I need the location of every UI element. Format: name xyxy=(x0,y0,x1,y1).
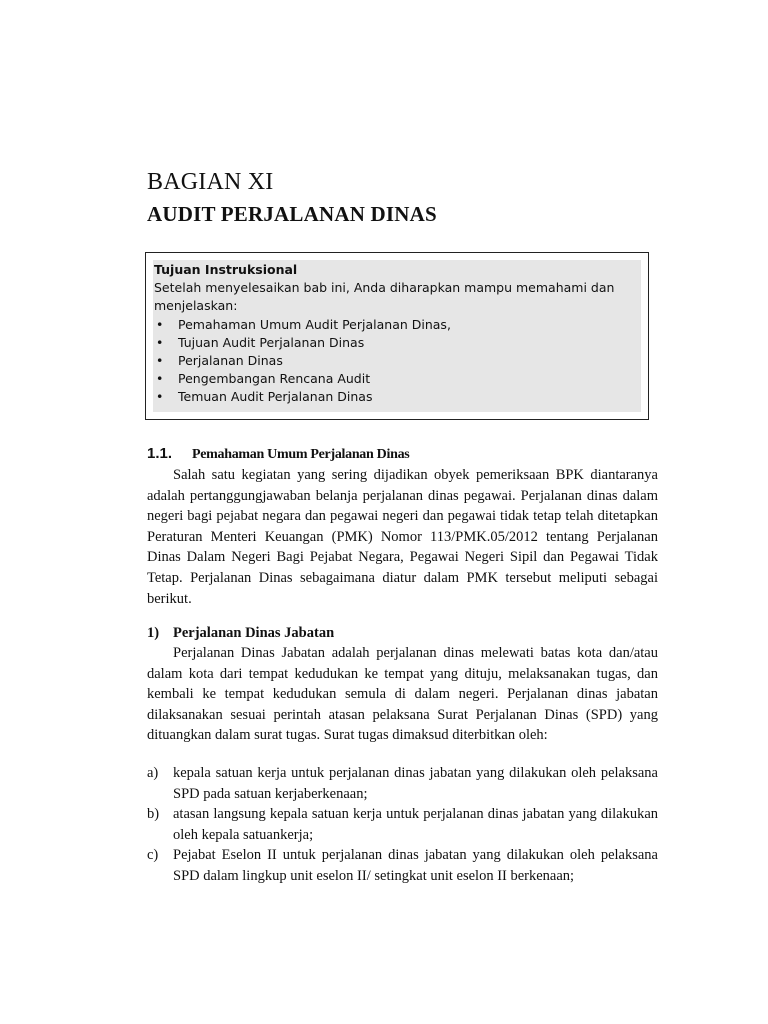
objective-item xyxy=(154,388,641,406)
subsection-title: Perjalanan Dinas Jabatan xyxy=(173,625,335,641)
bullet-icon: • xyxy=(156,371,164,387)
instructional-objectives-box xyxy=(145,252,649,420)
objective-text: Pemahaman Umum Audit Perjalanan Dinas, xyxy=(178,316,451,332)
section-number: 1.1. xyxy=(147,445,173,462)
issuer-list xyxy=(147,763,658,887)
bullet-icon: • xyxy=(156,389,164,405)
section-title: Pemahaman Umum Perjalanan Dinas xyxy=(192,447,410,462)
objectives-list xyxy=(154,316,641,407)
objective-text: Tujuan Audit Perjalanan Dinas xyxy=(178,334,365,350)
objective-text: Pengembangan Rencana Audit xyxy=(178,371,371,387)
part-title: BAGIAN XI xyxy=(147,169,274,195)
list-marker: c) xyxy=(147,847,159,864)
objectives-panel xyxy=(153,260,641,412)
list-item xyxy=(147,763,658,804)
bullet-icon: • xyxy=(156,316,164,332)
objective-item xyxy=(154,316,641,334)
subsection-body xyxy=(147,643,658,746)
subsection-paragraph: Perjalanan Dinas Jabatan adalah perjalanan dinas melewati batas kota dan/atau dalam kota dari tempat kedudukan ke tempat yang dituju, melaksanakan tugas, dan kembali ke tempat kedudukan semula di dalam negeri. Perjalanan dinas jabatan dilaksanakan sesuai perintah atasan pelaksana Surat Perjalanan Dinas (SPD) yang dituangkan dalam surat tugas. Surat tugas dimaksud diterbitkan oleh: xyxy=(147,645,658,744)
list-item xyxy=(147,804,658,845)
objective-item xyxy=(154,370,641,388)
section-paragraph: Salah satu kegiatan yang sering dijadikan obyek pemeriksaan BPK diantaranya adalah pertanggungjawaban belanja perjalanan dinas pegawai. Perjalanan dinas dalam negeri bagi pejabat negara dan pegawai negeri dan pegawai tidak tetap telah ditetapkan Peraturan Menteri Keuangan (PMK) Nomor 113/PMK.05/2012 tentang Perjalanan Dinas Dalam Negeri Bagi Pejabat Negara, Pegawai Negeri Sipil dan Pegawai Tidak Tetap. Perjalanan Dinas sebagaimana diatur dalam PMK tersebut meliputi sebagai berikut. xyxy=(147,467,658,607)
subsection-number: 1) xyxy=(147,625,160,641)
bullet-icon: • xyxy=(156,353,164,369)
list-item-text: atasan langsung kepala satuan kerja untuk perjalanan dinas jabatan yang dilakukan oleh kepala satuankerja; xyxy=(173,806,658,843)
objectives-label: Tujuan Instruksional xyxy=(154,262,298,277)
objective-text: Temuan Audit Perjalanan Dinas xyxy=(178,389,373,405)
objective-item xyxy=(154,352,641,370)
subsection-heading xyxy=(147,623,334,643)
section-body xyxy=(147,465,658,609)
section-heading xyxy=(147,444,409,465)
list-item-text: Pejabat Eselon II untuk perjalanan dinas jabatan yang dilakukan oleh pelaksana SPD dalam lingkup unit eselon II/ setingkat unit eselon II berkenaan; xyxy=(173,847,658,884)
list-item xyxy=(147,845,658,886)
objectives-intro: Setelah menyelesaikan bab ini, Anda diharapkan mampu memahami dan menjelaskan: xyxy=(154,280,615,314)
objective-item xyxy=(154,334,641,352)
list-marker: b) xyxy=(147,806,160,823)
list-marker: a) xyxy=(147,765,159,781)
list-item-text: kepala satuan kerja untuk perjalanan dinas jabatan yang dilakukan oleh pelaksana SPD pada satuan kerjaberkenaan; xyxy=(173,765,658,802)
bullet-icon: • xyxy=(156,334,164,350)
chapter-title: AUDIT PERJALANAN DINAS xyxy=(147,202,437,226)
objective-text: Perjalanan Dinas xyxy=(178,353,283,369)
